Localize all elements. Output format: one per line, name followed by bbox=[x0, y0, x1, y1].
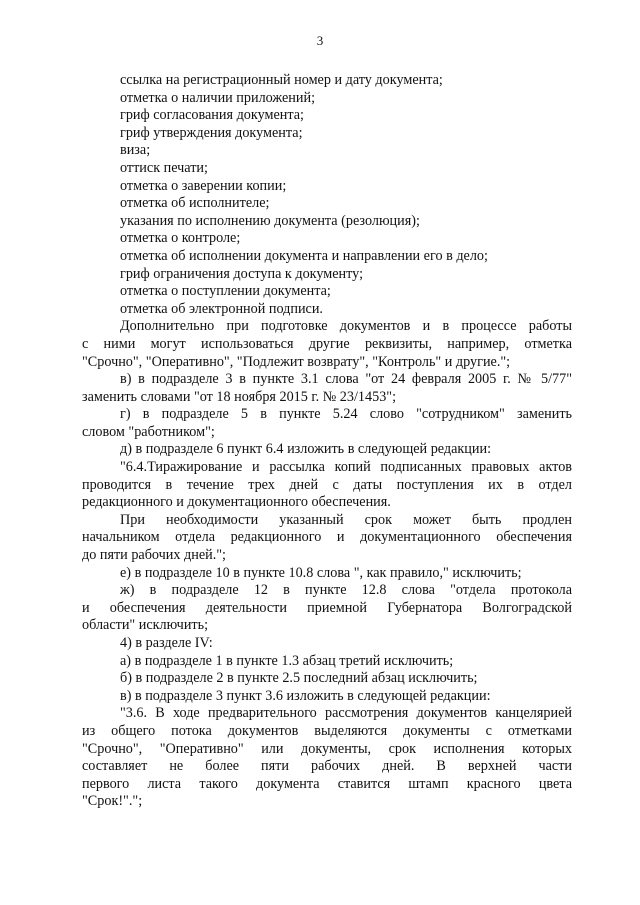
text-line: из общего потока документов выделяются документы с отметками bbox=[82, 722, 572, 739]
text-line: "Срок!"."; bbox=[82, 793, 143, 810]
text-line: "Срочно", "Оперативно", "Подлежит возврату", "Контроль" и другие."; bbox=[82, 353, 511, 370]
text-line: указания по исполнению документа (резолюция); bbox=[120, 212, 420, 229]
text-line: гриф согласования документа; bbox=[120, 107, 304, 124]
text-line: "6.4.Тиражирование и рассылка копий подписанных правовых актов bbox=[120, 459, 572, 476]
text-line: гриф утверждения документа; bbox=[120, 124, 303, 141]
text-line: составляет не более пяти рабочих дней. В верхней части bbox=[82, 758, 572, 775]
text-line: до пяти рабочих дней."; bbox=[82, 547, 227, 564]
text-line: отметка о поступлении документа; bbox=[120, 283, 331, 300]
text-line: начальником отдела редакционного и документационного обеспечения bbox=[82, 529, 572, 546]
text-line: заменить словами "от 18 ноября 2015 г. № 23/1453"; bbox=[82, 388, 397, 405]
text-line: с ними могут использоваться другие реквизиты, например, отметка bbox=[82, 335, 572, 352]
document-body bbox=[82, 72, 572, 811]
text-line: отметка об исполнении документа и направлении его в дело; bbox=[120, 247, 488, 264]
text-line: "Срочно", "Оперативно" или документы, срок исполнения которых bbox=[82, 740, 572, 757]
text-line: в) в подразделе 3 пункт 3.6 изложить в следующей редакции: bbox=[120, 687, 491, 704]
text-line: гриф ограничения доступа к документу; bbox=[120, 265, 364, 282]
text-line: в) в подразделе 3 в пункте 3.1 слова "от 24 февраля 2005 г. № 5/77" bbox=[120, 371, 572, 388]
text-line: ж) в подразделе 12 в пункте 12.8 слова "отдела протокола bbox=[120, 582, 572, 599]
text-line: отметка о наличии приложений; bbox=[120, 89, 316, 106]
text-line: е) в подразделе 10 в пункте 10.8 слова ", как правило," исключить; bbox=[120, 564, 522, 581]
text-line: При необходимости указанный срок может быть продлен bbox=[120, 511, 572, 528]
text-line: г) в подразделе 5 в пункте 5.24 слово "сотрудником" заменить bbox=[120, 406, 572, 423]
text-line: редакционного и документационного обеспечения. bbox=[82, 494, 391, 511]
page-number: 3 bbox=[316, 33, 324, 48]
text-line: б) в подразделе 2 в пункте 2.5 последний абзац исключить; bbox=[120, 670, 478, 687]
text-line: отметка об электронной подписи. bbox=[120, 300, 323, 317]
text-line: отметка о контроле; bbox=[120, 230, 241, 247]
text-line: словом "работником"; bbox=[82, 423, 215, 440]
text-line: ссылка на регистрационный номер и дату документа; bbox=[120, 72, 443, 88]
text-line: "3.6. В ходе предварительного рассмотрения документов канцелярией bbox=[120, 705, 572, 722]
text-line: отметка о заверении копии; bbox=[120, 177, 287, 194]
text-line: проводится в течение трех дней с даты поступления их в отдел bbox=[82, 476, 572, 493]
text-line: виза; bbox=[120, 142, 151, 159]
text-line: 4) в разделе IV: bbox=[120, 635, 213, 651]
text-line: оттиск печати; bbox=[120, 159, 208, 176]
text-line: и обеспечения деятельности приемной Губернатора Волгоградской bbox=[82, 599, 572, 616]
text-line: области" исключить; bbox=[82, 617, 209, 634]
text-line: д) в подразделе 6 пункт 6.4 изложить в следующей редакции: bbox=[120, 441, 492, 458]
text-line: отметка об исполнителе; bbox=[120, 195, 270, 212]
text-line: Дополнительно при подготовке документов и в процессе работы bbox=[120, 318, 572, 335]
text-line: а) в подразделе 1 в пункте 1.3 абзац третий исключить; bbox=[120, 652, 454, 669]
text-line: первого листа такого документа ставится штамп красного цвета bbox=[82, 775, 572, 792]
